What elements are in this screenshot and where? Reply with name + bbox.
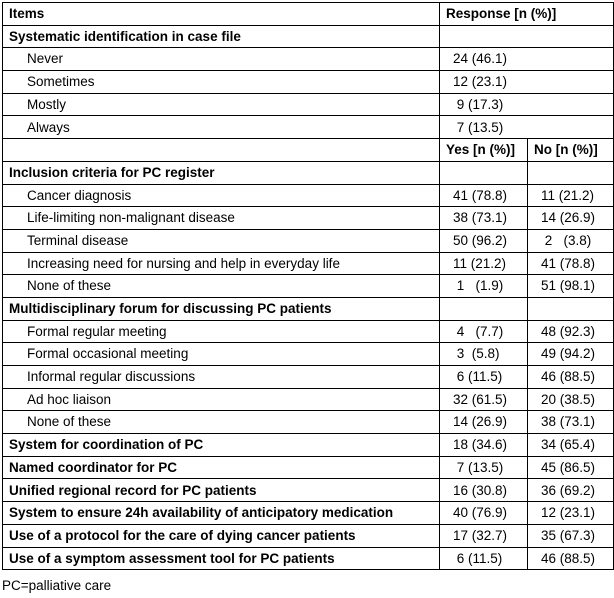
yes-value: 6 (11.5) [440, 547, 528, 570]
row-label: Always [3, 116, 440, 139]
table-row [3, 207, 614, 230]
no-value: 20 (38.5) [528, 388, 614, 411]
table-row [3, 320, 614, 343]
no-value: 11 (21.2) [528, 184, 614, 207]
empty-cell [440, 297, 528, 320]
item-label: Unified regional record for PC patients [3, 479, 440, 502]
yes-no-header-row [3, 139, 614, 162]
table-row [3, 479, 614, 502]
response-value: 7 (13.5) [440, 116, 614, 139]
table-row [3, 116, 614, 139]
yes-value: 18 (34.6) [440, 434, 528, 457]
no-value: 38 (73.1) [528, 411, 614, 434]
items-header: Items [3, 3, 440, 26]
empty-cell [528, 297, 614, 320]
row-label: Formal regular meeting [3, 320, 440, 343]
yes-value: 3 (5.8) [440, 343, 528, 366]
section-header-row [3, 161, 614, 184]
response-value: 24 (46.1) [440, 48, 614, 71]
no-value: 48 (92.3) [528, 320, 614, 343]
no-value: 12 (23.1) [528, 502, 614, 525]
yes-value: 16 (30.8) [440, 479, 528, 502]
table-row [3, 343, 614, 366]
item-label: Use of a symptom assessment tool for PC patients [3, 547, 440, 570]
no-value: 51 (98.1) [528, 275, 614, 298]
row-label: Terminal disease [3, 229, 440, 252]
row-label: Informal regular discussions [3, 366, 440, 389]
no-value: 41 (78.8) [528, 252, 614, 275]
table-row [3, 502, 614, 525]
table-row [3, 434, 614, 457]
table-row [3, 411, 614, 434]
section-title: Systematic identification in case file [3, 25, 440, 48]
no-value: 35 (67.3) [528, 524, 614, 547]
empty-cell [440, 25, 614, 48]
table-row [3, 388, 614, 411]
table-header-row [3, 3, 614, 26]
response-header: Response [n (%)] [440, 3, 614, 26]
yes-value: 17 (32.7) [440, 524, 528, 547]
table-row [3, 524, 614, 547]
item-label: Use of a protocol for the care of dying cancer patients [3, 524, 440, 547]
empty-cell [3, 139, 440, 162]
item-label: System to ensure 24h availability of anticipatory medication [3, 502, 440, 525]
no-value: 14 (26.9) [528, 207, 614, 230]
item-label: Named coordinator for PC [3, 456, 440, 479]
no-value: 45 (86.5) [528, 456, 614, 479]
row-label: Ad hoc liaison [3, 388, 440, 411]
no-value: 2 (3.8) [528, 229, 614, 252]
yes-value: 6 (11.5) [440, 366, 528, 389]
section-title: Multidisciplinary forum for discussing PC patients [3, 297, 440, 320]
yes-value: 50 (96.2) [440, 229, 528, 252]
no-value: 49 (94.2) [528, 343, 614, 366]
section-header-row [3, 297, 614, 320]
table-row [3, 93, 614, 116]
response-value: 12 (23.1) [440, 71, 614, 94]
table-row [3, 275, 614, 298]
empty-cell [528, 161, 614, 184]
response-value: 9 (17.3) [440, 93, 614, 116]
footnote: PC=palliative care [2, 578, 112, 593]
yes-value: 41 (78.8) [440, 184, 528, 207]
row-label: Sometimes [3, 71, 440, 94]
table-row [3, 184, 614, 207]
item-label: System for coordination of PC [3, 434, 440, 457]
no-value: 36 (69.2) [528, 479, 614, 502]
yes-value: 14 (26.9) [440, 411, 528, 434]
yes-value: 38 (73.1) [440, 207, 528, 230]
table-row [3, 456, 614, 479]
survey-table [2, 2, 614, 570]
table-row [3, 366, 614, 389]
table-row [3, 71, 614, 94]
row-label: Formal occasional meeting [3, 343, 440, 366]
row-label: None of these [3, 275, 440, 298]
yes-value: 11 (21.2) [440, 252, 528, 275]
table-row [3, 48, 614, 71]
yes-value: 32 (61.5) [440, 388, 528, 411]
yes-value: 7 (13.5) [440, 456, 528, 479]
table-row [3, 229, 614, 252]
row-label: Life-limiting non-malignant disease [3, 207, 440, 230]
yes-value: 40 (76.9) [440, 502, 528, 525]
row-label: None of these [3, 411, 440, 434]
yes-value: 4 (7.7) [440, 320, 528, 343]
yes-header: Yes [n (%)] [440, 139, 528, 162]
section-header-row [3, 25, 614, 48]
yes-value: 1 (1.9) [440, 275, 528, 298]
row-label: Never [3, 48, 440, 71]
row-label: Cancer diagnosis [3, 184, 440, 207]
no-value: 46 (88.5) [528, 366, 614, 389]
row-label: Mostly [3, 93, 440, 116]
no-value: 34 (65.4) [528, 434, 614, 457]
table-row [3, 252, 614, 275]
empty-cell [440, 161, 528, 184]
row-label: Increasing need for nursing and help in everyday life [3, 252, 440, 275]
table-row [3, 547, 614, 570]
section-title: Inclusion criteria for PC register [3, 161, 440, 184]
no-value: 46 (88.5) [528, 547, 614, 570]
no-header: No [n (%)] [528, 139, 614, 162]
